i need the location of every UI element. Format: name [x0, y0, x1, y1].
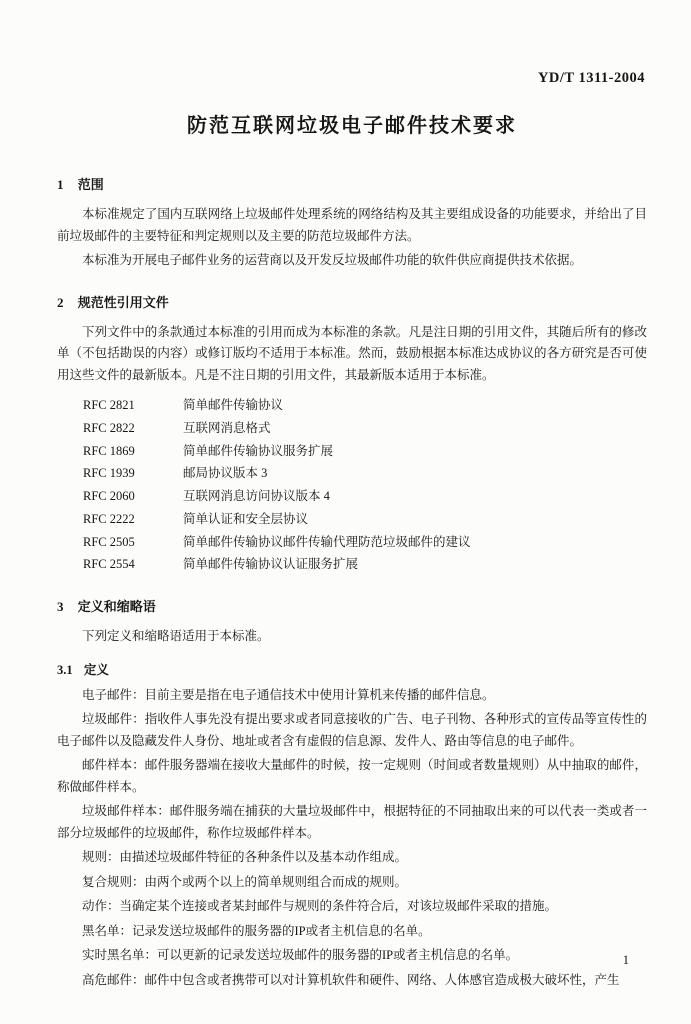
rfc-code: RFC 2060	[83, 489, 135, 503]
rfc-code: RFC 2222	[83, 511, 135, 526]
rfc-reference-list	[83, 394, 647, 576]
rfc-title: 邮局协议版本 3	[183, 466, 268, 481]
paragraph: 本标准规定了国内互联网络上垃圾邮件处理系统的网络结构及其主要组成设备的功能要求，并给出了目前垃圾邮件的主要特征和判定规则以及主要的防范垃圾邮件方法。	[57, 207, 647, 243]
rfc-code: RFC 2822	[83, 420, 135, 435]
section-2-number: 2	[57, 294, 64, 310]
rfc-code: RFC 2554	[83, 557, 135, 572]
rfc-row	[83, 508, 647, 531]
rfc-row	[83, 394, 647, 417]
section-1-number: 1	[57, 177, 64, 192]
rfc-code: RFC 2821	[83, 398, 135, 412]
rfc-code: RFC 1869	[83, 443, 135, 458]
definition-paragraph: 高危邮件：邮件中包含或者携带可以对计算机软件和硬件、网络、人体感官造成极大破坏性，产生	[82, 972, 620, 987]
section-3-1-title: 定义	[83, 662, 109, 677]
section-3-number: 3	[57, 599, 64, 614]
rfc-title: 简单邮件传输协议认证服务扩展	[183, 557, 359, 572]
doc-number: YD/T 1311-2004	[537, 70, 645, 86]
paragraph: 本标准为开展电子邮件业务的运营商以及开发反垃圾邮件功能的软件供应商提供技术依据。	[82, 253, 583, 267]
rfc-row	[83, 440, 647, 463]
rfc-row	[83, 531, 647, 554]
document-title: 防范互联网垃圾电子邮件技术要求	[187, 115, 517, 137]
section-3-1-number: 3.1	[57, 662, 73, 677]
rfc-title: 互联网消息访问协议版本 4	[183, 489, 330, 503]
rfc-row	[83, 485, 647, 508]
page-number: 1	[622, 953, 629, 967]
definition-paragraph: 黑名单：记录发送垃圾邮件的服务器的IP或者主机信息的名单。	[82, 923, 431, 938]
rfc-title: 简单邮件传输协议服务扩展	[183, 443, 334, 458]
definition-paragraph: 垃圾邮件样本：邮件服务端在捕获的大量垃圾邮件中，根据特征的不同抽取出来的可以代表一类或者一部分垃圾邮件的垃圾邮件，称作垃圾邮件样本。	[57, 804, 647, 840]
definition-paragraph: 垃圾邮件：指收件人事先没有提出要求或者同意接收的广告、电子刊物、各种形式的宣传品等宣传性的电子邮件以及隐藏发件人身份、地址或者含有虚假的信息源、发件人、路由等信息的电子邮件。	[57, 712, 647, 748]
definition-paragraph: 实时黑名单：可以更新的记录发送垃圾邮件的服务器的IP或者主机信息的名单。	[82, 948, 519, 962]
definition-paragraph: 复合规则：由两个或两个以上的简单规则组合而成的规则。	[82, 874, 408, 889]
section-3-title: 定义和缩略语	[77, 599, 156, 614]
rfc-title: 简单邮件传输协议邮件传输代理防范垃圾邮件的建议	[183, 534, 471, 549]
definition-paragraph: 动作：当确定某个连接或者某封邮件与规则的条件符合后，对该垃圾邮件采取的措施。	[82, 899, 558, 913]
rfc-row	[83, 417, 647, 440]
section-3-1-heading	[57, 660, 647, 678]
rfc-code: RFC 2505	[83, 534, 135, 549]
rfc-title: 互联网消息格式	[183, 420, 271, 435]
rfc-title: 简单认证和安全层协议	[183, 511, 309, 526]
definition-paragraph: 规则：由描述垃圾邮件特征的各种条件以及基本动作组成。	[82, 850, 408, 864]
paragraph: 下列定义和缩略语适用于本标准。	[82, 629, 270, 643]
section-2-title: 规范性引用文件	[77, 294, 169, 310]
rfc-row	[83, 462, 647, 485]
paragraph: 下列文件中的条款通过本标准的引用而成为本标准的条款。凡是注日期的引用文件，其随后所有的修改单（不包括勘误的内容）或修订版均不适用于本标准。然而，鼓励根据本标准达成协议的各方研究是否可使用这些文件的最新版本。凡是不注日期的引用文件，其最新版本适用于本标准。	[57, 324, 647, 382]
rfc-row	[83, 553, 647, 576]
section-2-heading	[57, 292, 647, 311]
rfc-code: RFC 1939	[83, 466, 135, 481]
rfc-title: 简单邮件传输协议	[183, 398, 284, 412]
definition-paragraph: 邮件样本：邮件服务器端在接收大量邮件的时候，按一定规则（时间或者数量规则）从中抽取的邮件，称做邮件样本。	[57, 758, 647, 794]
section-3-heading	[57, 596, 647, 615]
definition-paragraph: 电子邮件：目前主要是指在电子通信技术中使用计算机来传播的邮件信息。	[82, 687, 495, 702]
section-1-heading	[57, 174, 647, 193]
section-1-title: 范围	[77, 177, 104, 192]
